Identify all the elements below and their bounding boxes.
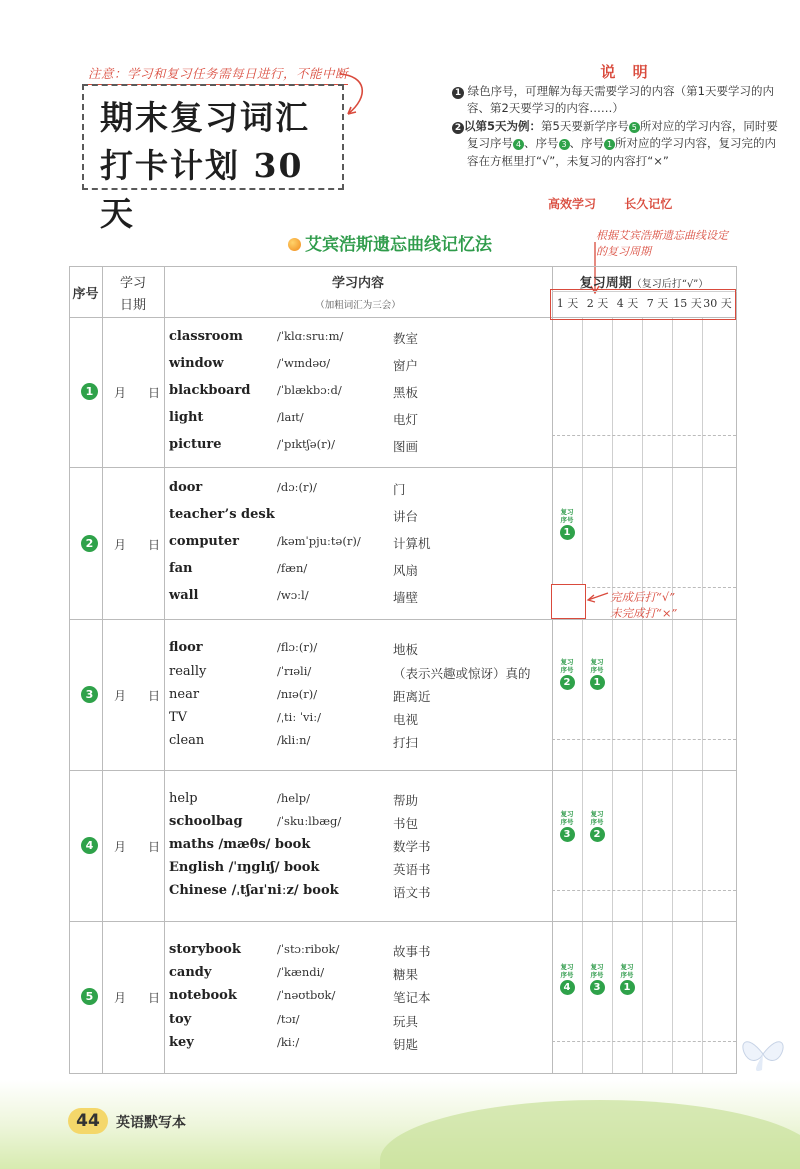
header-review: 复习周期（复习后打“√”） [579, 276, 709, 291]
review-badge: 复习 序号 1 [560, 508, 574, 538]
green-seq-badge: 1 [604, 139, 615, 150]
slogan-item: 高效学习 [548, 197, 597, 211]
butterfly-icon [738, 1030, 788, 1076]
explanation-point-2: 2 以第5天为例：第5天要新学序号 5 所对应的学习内容，同时要复习序号 4 、序号 3 、序号 1 所对应的学习内容，复习完的内容在方框里打“√”，未复习的内容打“×” [452, 118, 782, 171]
word-row: blackboard /ˈblækbɔːd/ 黑板 [169, 383, 419, 400]
book-name: 英语默写本 [116, 1115, 186, 1131]
day-label-30: 30 天 [703, 297, 732, 310]
explanation-point-1: 1 绿色序号，可理解为每天需要学习的内容（第1天要学习的内容、第2天要学习的内容……） [452, 83, 782, 118]
study-date[interactable]: 月 日 [114, 840, 161, 854]
word-row: fan /fæn/ 风扇 [169, 561, 419, 578]
title-box [82, 84, 344, 233]
review-days-highlight [550, 289, 736, 320]
word-row: key /kiː/ 钥匙 [169, 1035, 419, 1052]
word-row: window /ˈwɪndəʊ/ 窗户 [169, 356, 419, 373]
word-row: maths /mæθs/ book 数学书 [169, 837, 431, 854]
word-row: floor /flɔː(r)/ 地板 [169, 640, 419, 657]
explanation-panel [452, 64, 782, 170]
cycle-note: 根据艾宾浩斯遗忘曲线设定 的复习周期 [596, 229, 728, 258]
word-row: wall /wɔːl/ 墙壁 [169, 588, 419, 605]
point-number-badge: 2 [452, 122, 464, 134]
study-date[interactable]: 月 日 [114, 386, 161, 400]
word-row: picture /ˈpɪktʃə(r)/ 图画 [169, 437, 419, 454]
group-number: 2 [81, 535, 98, 552]
review-badge: 复习 序号 2 [560, 658, 574, 688]
review-badge: 复习 序号 1 [620, 963, 634, 993]
word-row: near /nɪə(r)/ 距离近 [169, 687, 431, 704]
green-seq-badge: 3 [559, 139, 570, 150]
word-row: notebook /ˈnəʊtbʊk/ 笔记本 [169, 988, 431, 1005]
word-row: schoolbag /ˈskuːlbæg/ 书包 [169, 814, 419, 831]
review-badge: 复习 序号 3 [560, 810, 574, 840]
day-label-15: 15 天 [673, 297, 702, 310]
day-label-4: 4 天 [616, 297, 639, 310]
group-number: 3 [81, 686, 98, 703]
study-date[interactable]: 月 日 [114, 538, 161, 552]
word-row: classroom /ˈklɑːsruːm/ 教室 [169, 329, 419, 346]
review-badge: 复习 序号 4 [560, 963, 574, 993]
green-seq-badge: 5 [629, 122, 640, 133]
word-row: clean /kliːn/ 打扫 [169, 733, 419, 750]
title-line2: 打卡计划 30 天 [100, 146, 304, 233]
word-row: door /dɔː(r)/ 门 [169, 480, 406, 497]
review-badge: 复习 序号 2 [590, 810, 604, 840]
study-table [69, 266, 737, 1074]
word-row: English /ˈɪŋglɪʃ/ book 英语书 [169, 860, 431, 877]
check-arrow-icon [586, 590, 610, 604]
title-line1: 期末复习词汇 [100, 98, 310, 137]
notice-text: 注意：学习和复习任务需每日进行，不能中断 [88, 64, 348, 85]
header-seq: 序号 [72, 287, 99, 302]
word-row: help /help/ 帮助 [169, 791, 419, 808]
check-box-example[interactable] [551, 584, 586, 619]
point-number-badge: 1 [452, 87, 464, 99]
review-badge: 复习 序号 1 [590, 658, 604, 688]
group-number: 5 [81, 988, 98, 1005]
word-row: toy /tɔɪ/ 玩具 [169, 1012, 419, 1029]
bullet-dot-icon [288, 238, 301, 251]
green-seq-badge: 4 [513, 139, 524, 150]
word-row: storybook /ˈstɔːribʊk/ 故事书 [169, 942, 431, 959]
header-content: 学习内容 [331, 276, 384, 291]
day-label-2: 2 天 [586, 297, 609, 310]
study-date[interactable]: 月 日 [114, 991, 161, 1005]
header-date-2: 日期 [119, 298, 146, 313]
group-number: 4 [81, 837, 98, 854]
word-row: computer /kəmˈpjuːtə(r)/ 计算机 [169, 534, 431, 551]
page-number: 44 [68, 1108, 108, 1134]
word-row: TV /ˌtiː ˈviː/ 电视 [169, 710, 419, 727]
explanation-heading: 说 明 [600, 63, 654, 81]
slogan-item: 长久记忆 [624, 197, 673, 211]
word-row: really /ˈrɪəli/ （表示兴趣或惊讶）真的 [169, 664, 531, 681]
word-row: teacher’s desk 讲台 [169, 507, 419, 524]
word-row: candy /ˈkændi/ 糖果 [169, 965, 419, 982]
review-badge: 复习 序号 3 [590, 963, 604, 993]
day-label-1: 1 天 [556, 297, 579, 310]
check-note: 完成后打“√” 未完成打“×” [610, 590, 678, 620]
method-title: 艾宾浩斯遗忘曲线记忆法 [288, 230, 492, 255]
slogans [548, 195, 696, 212]
study-date[interactable]: 月 日 [114, 689, 161, 703]
word-row: light /laɪt/ 电灯 [169, 410, 419, 427]
group-number: 1 [81, 383, 98, 400]
header-date-1: 学习 [119, 276, 146, 291]
day-label-7: 7 天 [646, 297, 669, 310]
header-content-sub: （加粗词汇为三会） [315, 300, 401, 311]
word-row: Chinese /ˌtʃaɪˈniːz/ book 语文书 [169, 883, 431, 900]
